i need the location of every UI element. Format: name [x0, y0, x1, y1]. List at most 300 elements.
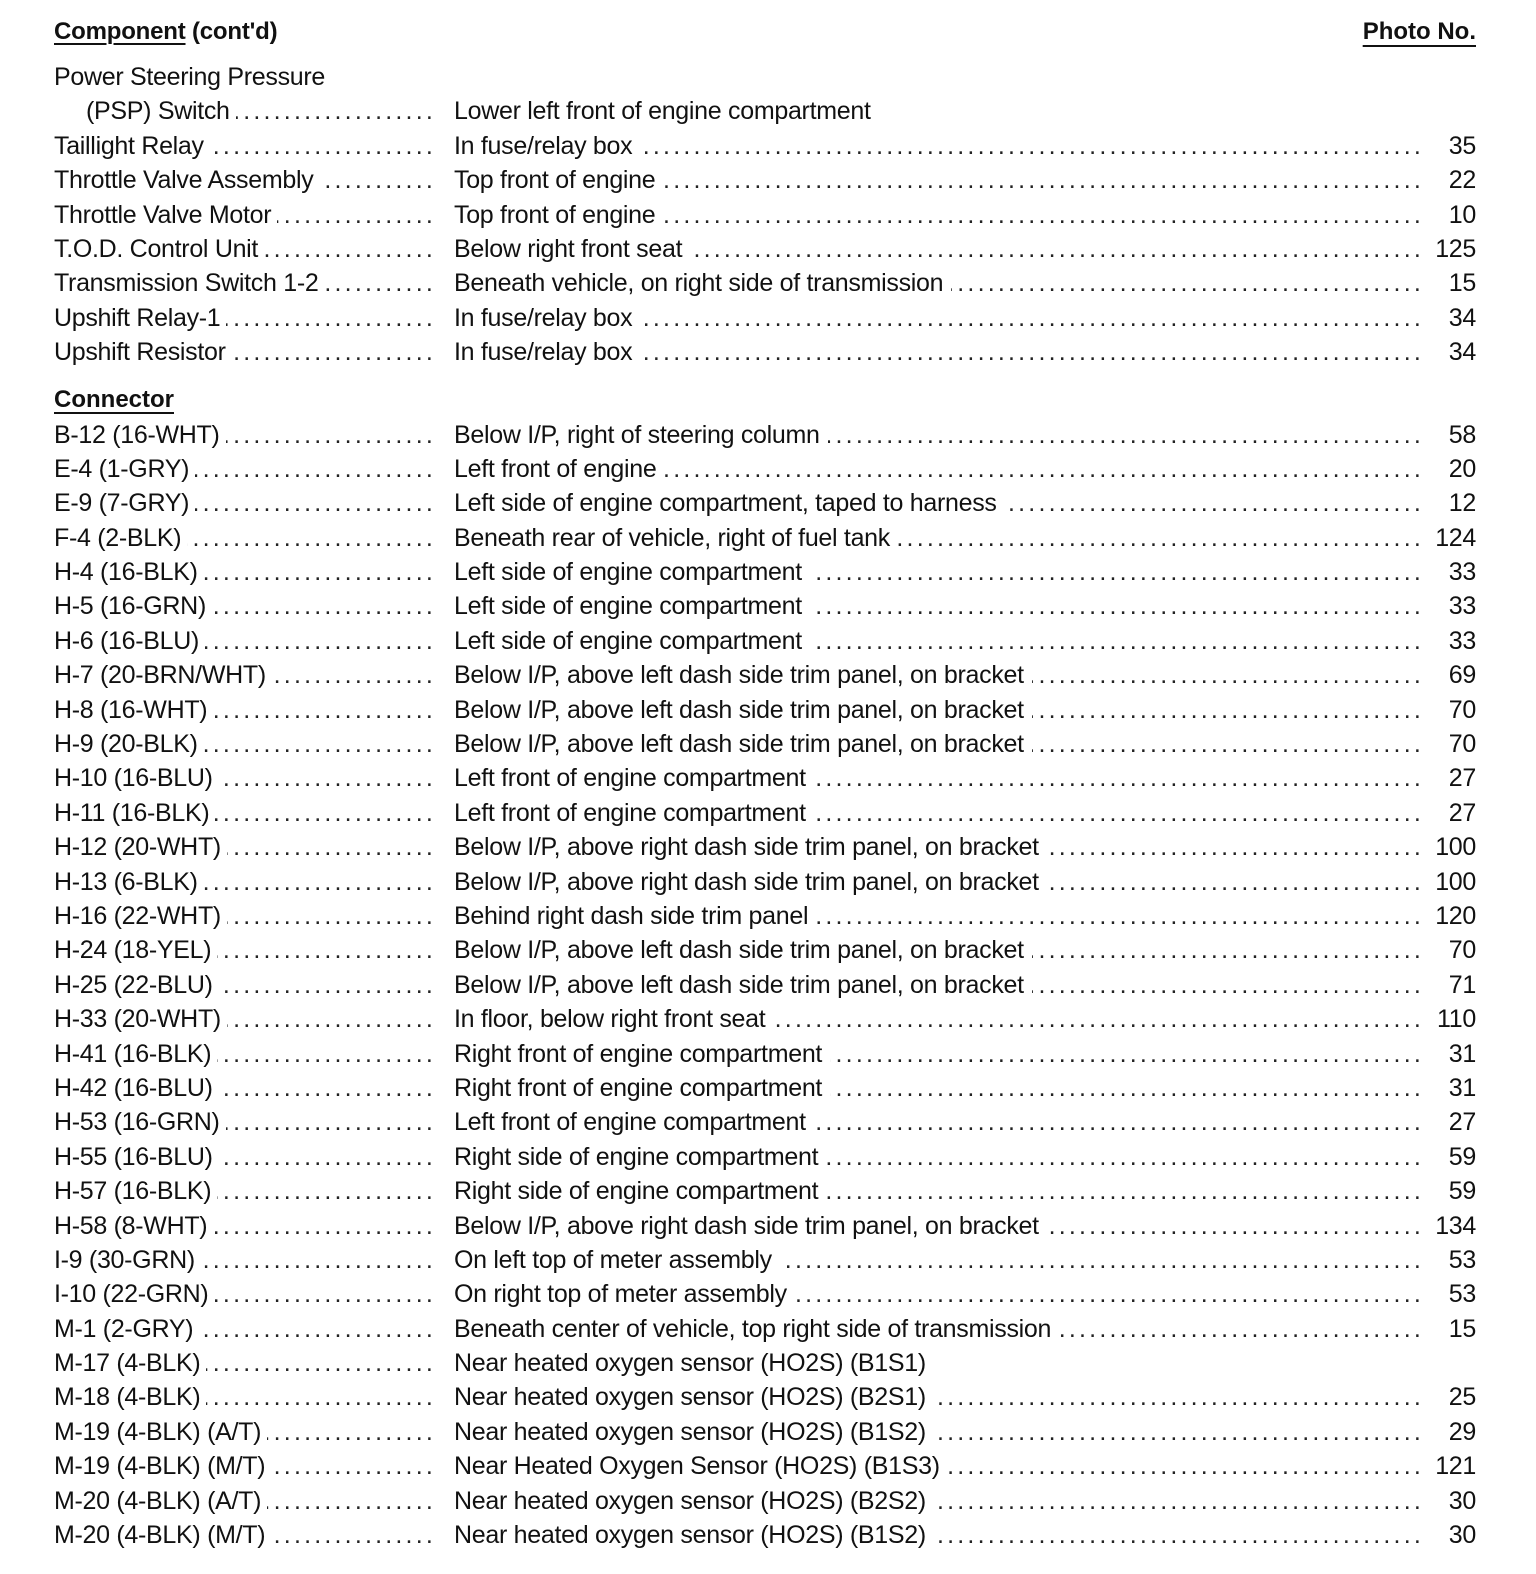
leader-dots — [214, 1277, 436, 1311]
photo-number: 69 — [1448, 661, 1476, 690]
connector-row — [54, 589, 1476, 623]
connector-row — [54, 452, 1476, 486]
photo-number: 29 — [1448, 1417, 1476, 1446]
leader-dots — [201, 1243, 436, 1277]
item-name: H-57 (16-BLK) — [54, 1177, 212, 1206]
leader-dots — [1032, 693, 1424, 727]
leader-dots — [271, 1518, 436, 1552]
photo-number-column-header: Photo No. — [1362, 18, 1476, 45]
location-cell — [454, 727, 1424, 761]
location-cell — [454, 418, 1424, 452]
item-name-cell — [54, 232, 436, 266]
item-name: Transmission Switch 1-2 — [54, 269, 319, 298]
leader-dots — [640, 335, 1424, 369]
location-text: Near heated oxygen sensor (HO2S) (B1S2) — [454, 1417, 926, 1446]
photo-number: 34 — [1448, 303, 1476, 332]
location-cell — [454, 1071, 1424, 1105]
connector-row — [54, 1140, 1476, 1174]
photo-number: 27 — [1448, 798, 1476, 827]
item-name: H-42 (16-BLU) — [54, 1073, 213, 1102]
leader-dots — [795, 1277, 1424, 1311]
leader-dots — [1032, 658, 1424, 692]
location-text: Near heated oxygen sensor (HO2S) (B2S1) — [454, 1383, 926, 1412]
connector-row — [54, 968, 1476, 1002]
item-name: Throttle Valve Assembly — [54, 166, 314, 195]
location-cell — [454, 658, 1424, 692]
leader-dots — [1047, 1209, 1424, 1243]
component-list — [54, 60, 1476, 370]
leader-dots — [898, 521, 1424, 555]
item-name-cell — [54, 589, 436, 623]
item-name: H-12 (20-WHT) — [54, 833, 221, 862]
leader-dots — [830, 1037, 1424, 1071]
photo-number: 59 — [1448, 1142, 1476, 1171]
location-text: Left front of engine compartment — [454, 798, 806, 827]
location-cell — [454, 335, 1424, 369]
item-name: H-8 (16-WHT) — [54, 695, 208, 724]
location-text: Beneath vehicle, on right side of transmission — [454, 269, 944, 298]
photo-number: 110 — [1437, 1005, 1476, 1034]
location-text: Left side of engine compartment — [454, 592, 802, 621]
location-cell — [454, 521, 1424, 555]
leader-dots — [267, 1484, 436, 1518]
connector-row — [54, 1380, 1476, 1414]
leader-dots — [206, 1346, 436, 1380]
item-name-cell — [54, 452, 436, 486]
leader-dots — [810, 555, 1424, 589]
item-name: Upshift Resistor — [54, 338, 226, 367]
leader-dots — [219, 968, 436, 1002]
location-text: Left front of engine compartment — [454, 764, 806, 793]
item-name-cell — [54, 1449, 436, 1483]
photo-number: 27 — [1448, 1108, 1476, 1137]
photo-number: 10 — [1448, 200, 1476, 229]
leader-dots — [205, 624, 436, 658]
location-cell — [454, 830, 1424, 864]
section-gap — [54, 370, 1476, 382]
leader-dots — [780, 1243, 1424, 1277]
item-name: M-18 (4-BLK) — [54, 1383, 201, 1412]
leader-dots — [934, 1380, 1424, 1414]
component-row — [54, 301, 1476, 335]
connector-row — [54, 418, 1476, 452]
item-name: Taillight Relay — [54, 131, 204, 160]
photo-number: 31 — [1448, 1073, 1476, 1102]
leader-dots — [187, 521, 436, 555]
item-name-cell — [54, 94, 436, 128]
item-name-cell — [54, 1105, 436, 1139]
item-name: H-5 (16-GRN) — [54, 592, 206, 621]
location-text: Top front of engine — [454, 200, 656, 229]
item-name: F-4 (2-BLK) — [54, 523, 182, 552]
leader-dots — [264, 232, 436, 266]
location-cell — [454, 163, 1424, 197]
location-text: In fuse/relay box — [454, 338, 633, 367]
item-name: M-19 (4-BLK) (M/T) — [54, 1452, 266, 1481]
item-name-cell — [54, 60, 436, 94]
item-name: I-10 (22-GRN) — [54, 1280, 209, 1309]
photo-number: 22 — [1448, 166, 1476, 195]
connector-row — [54, 1312, 1476, 1346]
location-text: Near Heated Oxygen Sensor (HO2S) (B1S3) — [454, 1452, 940, 1481]
item-name-cell — [54, 1174, 436, 1208]
leader-dots — [227, 1002, 436, 1036]
location-cell — [454, 94, 1424, 128]
location-text: Right front of engine compartment — [454, 1039, 823, 1068]
item-name-cell — [54, 1209, 436, 1243]
photo-number: 20 — [1448, 454, 1476, 483]
item-name: H-24 (18-YEL) — [54, 936, 212, 965]
item-name: H-4 (16-BLK) — [54, 558, 198, 587]
item-name-cell — [54, 624, 436, 658]
location-cell — [454, 1002, 1424, 1036]
location-text: Right side of engine compartment — [454, 1177, 819, 1206]
leader-dots — [828, 418, 1424, 452]
location-text: Below I/P, above right dash side trim panel, on bracket — [454, 833, 1039, 862]
leader-dots — [934, 1484, 1424, 1518]
leader-dots — [267, 1415, 436, 1449]
item-name-cell — [54, 1518, 436, 1552]
location-cell — [454, 761, 1424, 795]
photo-number: 30 — [1448, 1486, 1476, 1515]
leader-dots — [213, 1209, 436, 1243]
item-name-cell — [54, 761, 436, 795]
location-text: Lower left front of engine compartment — [454, 97, 871, 126]
location-text: On right top of meter assembly — [454, 1280, 787, 1309]
item-name-cell — [54, 1346, 436, 1380]
connector-row — [54, 1105, 1476, 1139]
location-text: Below I/P, right of steering column — [454, 420, 820, 449]
leader-dots — [951, 266, 1424, 300]
item-name: I-9 (30-GRN) — [54, 1245, 195, 1274]
photo-number: 35 — [1448, 131, 1476, 160]
leader-dots — [1059, 1312, 1424, 1346]
connector-row — [54, 1277, 1476, 1311]
leader-dots — [217, 933, 436, 967]
leader-dots — [219, 1071, 436, 1105]
connector-row — [54, 761, 1476, 795]
location-cell — [454, 129, 1424, 163]
location-text: Behind right dash side trim panel — [454, 901, 809, 930]
leader-dots — [934, 1415, 1424, 1449]
photo-number: 33 — [1448, 558, 1476, 587]
item-name: M-1 (2-GRY) — [54, 1314, 194, 1343]
connector-row — [54, 933, 1476, 967]
leader-dots — [215, 796, 436, 830]
component-row — [54, 94, 1476, 128]
leader-dots — [210, 129, 436, 163]
component-section-title — [54, 18, 277, 46]
item-name: M-19 (4-BLK) (A/T) — [54, 1417, 262, 1446]
item-name-cell — [54, 658, 436, 692]
location-cell — [454, 1380, 1424, 1414]
location-cell — [454, 1415, 1424, 1449]
connector-row — [54, 693, 1476, 727]
photo-number: 25 — [1448, 1383, 1476, 1412]
connector-section-title — [54, 382, 1476, 418]
component-row — [54, 60, 1476, 94]
location-text: Below I/P, above left dash side trim panel, on bracket — [454, 730, 1024, 759]
item-name: Power Steering Pressure — [54, 63, 326, 91]
connector-row — [54, 555, 1476, 589]
location-cell — [454, 899, 1424, 933]
photo-number: 27 — [1448, 764, 1476, 793]
photo-number: 70 — [1448, 695, 1476, 724]
location-text: Below I/P, above left dash side trim panel, on bracket — [454, 661, 1024, 690]
item-name: H-33 (20-WHT) — [54, 1005, 221, 1034]
item-name: Upshift Relay-1 — [54, 303, 221, 332]
item-name-cell — [54, 1002, 436, 1036]
item-name-cell — [54, 693, 436, 727]
item-name: H-6 (16-BLU) — [54, 626, 200, 655]
item-name: T.O.D. Control Unit — [54, 234, 259, 263]
location-cell — [454, 1037, 1424, 1071]
item-name-cell — [54, 1071, 436, 1105]
item-name-cell — [54, 968, 436, 1002]
leader-dots — [227, 899, 436, 933]
connector-row — [54, 1449, 1476, 1483]
component-row — [54, 163, 1476, 197]
location-cell — [454, 933, 1424, 967]
photo-number: 70 — [1448, 730, 1476, 759]
location-cell — [454, 301, 1424, 335]
location-cell — [454, 589, 1424, 623]
leader-dots — [814, 761, 1424, 795]
location-text: Left front of engine compartment — [454, 1108, 806, 1137]
photo-number: 70 — [1448, 936, 1476, 965]
photo-number: 124 — [1435, 523, 1476, 552]
leader-dots — [272, 658, 436, 692]
item-name: H-53 (16-GRN) — [54, 1108, 220, 1137]
location-text: Near heated oxygen sensor (HO2S) (B2S2) — [454, 1486, 926, 1515]
leader-dots — [213, 693, 436, 727]
photo-number: 12 — [1448, 489, 1476, 518]
location-cell — [454, 555, 1424, 589]
location-cell — [454, 1312, 1424, 1346]
photo-number: 31 — [1448, 1039, 1476, 1068]
leader-dots — [1032, 968, 1424, 1002]
leader-dots — [664, 452, 1424, 486]
leader-dots — [226, 301, 436, 335]
item-name-cell — [54, 899, 436, 933]
item-name-cell — [54, 521, 436, 555]
connector-row — [54, 796, 1476, 830]
connector-row — [54, 521, 1476, 555]
item-name: E-9 (7-GRY) — [54, 489, 190, 518]
photo-number: 53 — [1448, 1245, 1476, 1274]
leader-dots — [271, 1449, 436, 1483]
leader-dots — [324, 266, 436, 300]
connector-row — [54, 486, 1476, 520]
photo-number: 100 — [1435, 833, 1476, 862]
photo-number: 58 — [1448, 420, 1476, 449]
item-name-cell — [54, 1484, 436, 1518]
item-name: (PSP) Switch — [86, 97, 230, 126]
location-text: Left side of engine compartment — [454, 558, 802, 587]
photo-number: 30 — [1448, 1521, 1476, 1550]
leader-dots — [1047, 830, 1424, 864]
location-cell — [454, 1105, 1424, 1139]
leader-dots — [690, 232, 1424, 266]
location-cell — [454, 266, 1424, 300]
location-text: Below I/P, above right dash side trim panel, on bracket — [454, 867, 1039, 896]
connector-row — [54, 1484, 1476, 1518]
location-text: Below I/P, above right dash side trim panel, on bracket — [454, 1211, 1039, 1240]
item-name-cell — [54, 486, 436, 520]
photo-number: 134 — [1435, 1211, 1476, 1240]
location-cell — [454, 968, 1424, 1002]
item-name: M-20 (4-BLK) (M/T) — [54, 1521, 266, 1550]
photo-number: 33 — [1448, 592, 1476, 621]
connector-row — [54, 1174, 1476, 1208]
location-cell — [454, 1140, 1424, 1174]
item-name: H-9 (20-BLK) — [54, 730, 198, 759]
item-name-cell — [54, 1243, 436, 1277]
item-name-cell — [54, 796, 436, 830]
location-cell — [454, 1243, 1424, 1277]
leader-dots — [217, 1037, 436, 1071]
item-name: H-11 (16-BLK) — [54, 798, 210, 827]
connector-row — [54, 1518, 1476, 1552]
location-cell — [454, 198, 1424, 232]
item-name-cell — [54, 163, 436, 197]
leader-dots — [204, 727, 436, 761]
photo-number: 34 — [1448, 338, 1476, 367]
connector-row — [54, 1346, 1476, 1380]
connector-row — [54, 624, 1476, 658]
leader-dots — [663, 163, 1424, 197]
location-text: Beneath center of vehicle, top right side of transmission — [454, 1314, 1052, 1343]
locator-index-page — [54, 18, 1476, 1552]
item-name: M-20 (4-BLK) (A/T) — [54, 1486, 262, 1515]
item-name-cell — [54, 1380, 436, 1414]
location-cell — [454, 1484, 1424, 1518]
leader-dots — [204, 555, 436, 589]
location-text: Below I/P, above left dash side trim panel, on bracket — [454, 970, 1024, 999]
leader-dots — [217, 1174, 436, 1208]
location-cell — [454, 1277, 1424, 1311]
location-text: Right side of engine compartment — [454, 1142, 819, 1171]
photo-number: 15 — [1448, 1314, 1476, 1343]
connector-list — [54, 418, 1476, 1553]
location-cell — [454, 796, 1424, 830]
item-name: H-55 (16-BLU) — [54, 1142, 213, 1171]
item-name-cell — [54, 418, 436, 452]
leader-dots — [204, 865, 436, 899]
component-row — [54, 266, 1476, 300]
item-name: Throttle Valve Motor — [54, 200, 272, 229]
item-name: B-12 (16-WHT) — [54, 420, 220, 449]
item-name: H-13 (6-BLK) — [54, 867, 198, 896]
location-text: Top front of engine — [454, 166, 656, 195]
connector-row — [54, 1243, 1476, 1277]
connector-row — [54, 727, 1476, 761]
connector-row — [54, 1037, 1476, 1071]
item-name: H-7 (20-BRN/WHT) — [54, 661, 266, 690]
leader-dots — [232, 335, 436, 369]
location-cell — [454, 1518, 1424, 1552]
location-text: Left front of engine — [454, 454, 657, 483]
item-name: E-4 (1-GRY) — [54, 454, 190, 483]
location-text: Below right front seat — [454, 234, 683, 263]
leader-dots — [826, 1140, 1424, 1174]
connector-row — [54, 865, 1476, 899]
item-name-cell — [54, 1312, 436, 1346]
item-name: H-25 (22-BLU) — [54, 970, 213, 999]
item-name-cell — [54, 1037, 436, 1071]
connector-row — [54, 1415, 1476, 1449]
page-header — [54, 18, 1476, 60]
item-name: H-41 (16-BLK) — [54, 1039, 212, 1068]
connector-title-text: Connector — [54, 385, 174, 413]
item-name: H-10 (16-BLU) — [54, 764, 213, 793]
leader-dots — [1032, 933, 1424, 967]
leader-dots — [814, 796, 1424, 830]
connector-row — [54, 658, 1476, 692]
photo-number: 59 — [1448, 1177, 1476, 1206]
leader-dots — [227, 830, 436, 864]
item-name-cell — [54, 198, 436, 232]
leader-dots — [773, 1002, 1424, 1036]
item-name: H-58 (8-WHT) — [54, 1211, 208, 1240]
leader-dots — [212, 589, 436, 623]
location-cell — [454, 1449, 1424, 1483]
leader-dots — [1005, 486, 1424, 520]
leader-dots — [199, 1312, 436, 1346]
photo-number: 125 — [1435, 234, 1476, 263]
location-text: Below I/P, above left dash side trim panel, on bracket — [454, 936, 1024, 965]
location-cell — [454, 865, 1424, 899]
location-text: In fuse/relay box — [454, 303, 633, 332]
location-text: Below I/P, above left dash side trim panel, on bracket — [454, 695, 1024, 724]
item-name-cell — [54, 933, 436, 967]
photo-number: 53 — [1448, 1280, 1476, 1309]
item-name-cell — [54, 555, 436, 589]
item-name-cell — [54, 1415, 436, 1449]
component-title-suffix: (cont'd) — [185, 18, 278, 45]
location-text: Left side of engine compartment, taped to harness — [454, 489, 997, 518]
photo-number: 33 — [1448, 626, 1476, 655]
location-text: In floor, below right front seat — [454, 1005, 766, 1034]
leader-dots — [810, 624, 1424, 658]
component-title-main: Component — [54, 18, 186, 45]
photo-number: 15 — [1448, 269, 1476, 298]
leader-dots — [816, 899, 1424, 933]
location-text: Beneath rear of vehicle, right of fuel tank — [454, 523, 890, 552]
location-cell — [454, 1209, 1424, 1243]
location-cell — [454, 232, 1424, 266]
leader-dots — [236, 94, 436, 128]
component-row — [54, 129, 1476, 163]
leader-dots — [814, 1105, 1424, 1139]
item-name-cell — [54, 830, 436, 864]
leader-dots — [1032, 727, 1424, 761]
component-row — [54, 232, 1476, 266]
location-cell — [454, 624, 1424, 658]
location-text: Near heated oxygen sensor (HO2S) (B1S2) — [454, 1521, 926, 1550]
leader-dots — [219, 1140, 436, 1174]
connector-row — [54, 1002, 1476, 1036]
component-row — [54, 335, 1476, 369]
item-name-cell — [54, 865, 436, 899]
connector-row — [54, 1209, 1476, 1243]
location-cell — [454, 693, 1424, 727]
leader-dots — [1047, 865, 1424, 899]
leader-dots — [934, 1518, 1424, 1552]
connector-row — [54, 1071, 1476, 1105]
leader-dots — [226, 1105, 436, 1139]
item-name-cell — [54, 301, 436, 335]
